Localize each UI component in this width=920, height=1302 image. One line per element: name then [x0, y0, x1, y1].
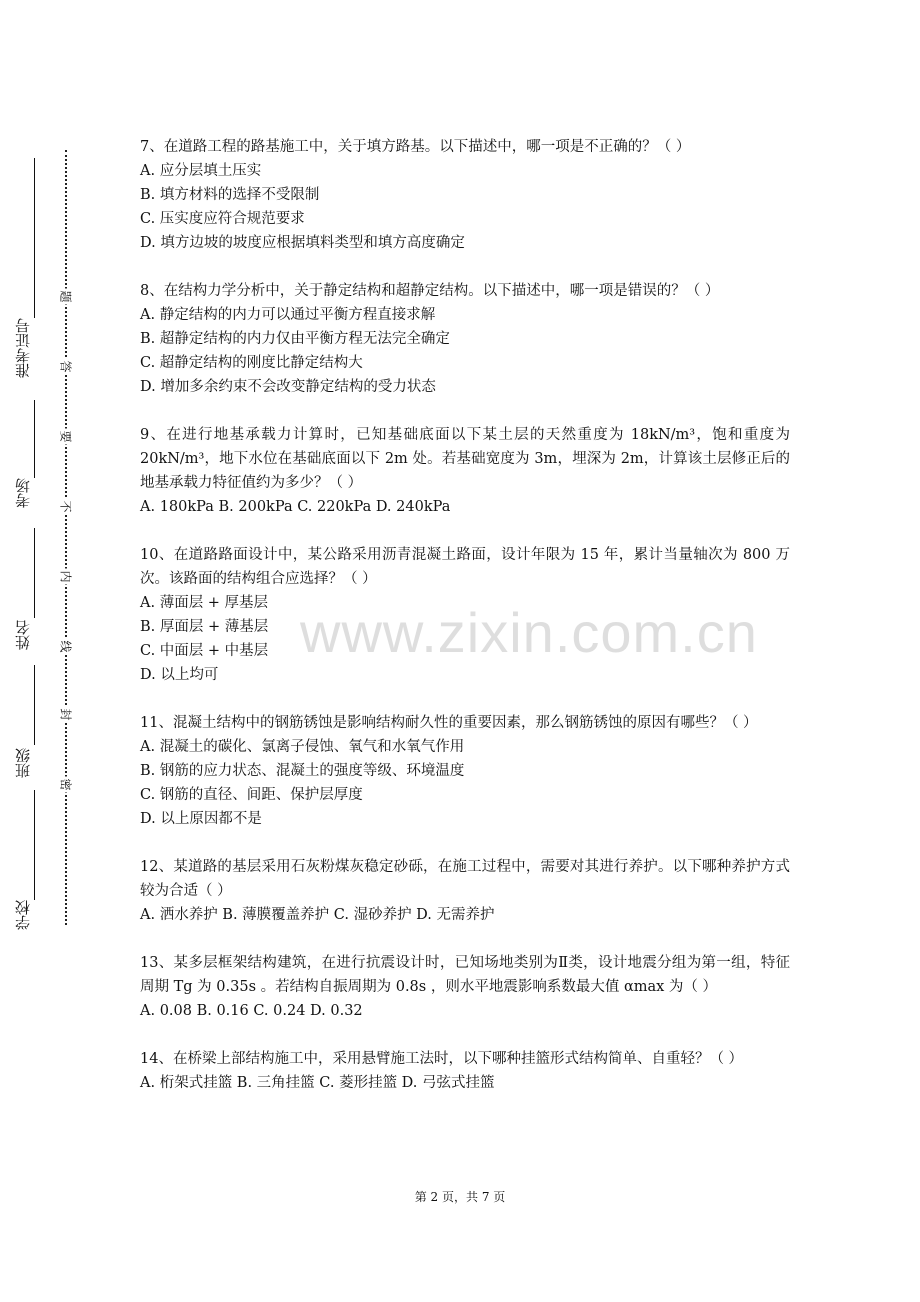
question-8 [140, 279, 790, 399]
question-stem: 11、混凝土结构中的钢筋锈蚀是影响结构耐久性的重要因素，那么钢筋锈蚀的原因有哪些？（ ） [140, 715, 758, 731]
options-inline: A. 桁架式挂篮 B. 三角挂篮 C. 菱形挂篮 D. 弓弦式挂篮 [140, 1075, 495, 1091]
field-school-line [34, 790, 35, 900]
option-a: A. 薄面层 + 厚基层 [140, 595, 269, 611]
question-12 [140, 855, 790, 927]
option-d: D. 以上原因都不是 [140, 811, 262, 827]
option-b: B. 超静定结构的内力仅由平衡方程无法完全确定 [140, 331, 450, 347]
option-a: A. 混凝土的碳化、氯离子侵蚀、氧气和水氧气作用 [140, 739, 465, 755]
question-stem: 13、某多层框架结构建筑，在进行抗震设计时，已知场地类别为Ⅱ类，设计地震分组为第一组，特征周期 Tg 为 0.35s 。若结构自振周期为 0.8s ，则水平地震影响系数最大值 αmax 为（ ） [140, 955, 790, 995]
option-c: C. 压实度应符合规范要求 [140, 211, 305, 227]
field-room-line [34, 400, 35, 478]
binding-strip [0, 0, 120, 1302]
options-inline: A. 0.08 B. 0.16 C. 0.24 D. 0.32 [140, 1003, 363, 1019]
option-c: C. 超静定结构的刚度比静定结构大 [140, 355, 363, 371]
seal-char: 线 [58, 640, 73, 653]
seal-char: 要 [58, 430, 73, 443]
question-stem: 8、在结构力学分析中，关于静定结构和超静定结构。以下描述中，哪一项是错误的？（ ） [140, 283, 720, 299]
seal-char: 密 [58, 778, 73, 791]
options-inline: A. 洒水养护 B. 薄膜覆盖养护 C. 湿砂养护 D. 无需养护 [140, 907, 495, 923]
option-b: B. 厚面层 + 薄基层 [140, 619, 269, 635]
option-a: A. 静定结构的内力可以通过平衡方程直接求解 [140, 307, 436, 323]
question-stem: 14、在桥梁上部结构施工中，采用悬臂施工法时，以下哪种挂篮形式结构简单、自重轻？（ ） [140, 1051, 744, 1067]
field-school-label: 学校 [14, 900, 32, 930]
option-b: B. 填方材料的选择不受限制 [140, 187, 320, 203]
seal-char: 内 [58, 570, 73, 583]
question-9 [140, 423, 790, 519]
option-d: D. 增加多余约束不会改变静定结构的受力状态 [140, 379, 436, 395]
seal-dotted-line [65, 150, 67, 925]
field-ticket-label: 准考证号 [14, 318, 32, 378]
option-d: D. 以上均可 [140, 667, 219, 683]
question-stem: 7、在道路工程的路基施工中，关于填方路基。以下描述中，哪一项是不正确的？（ ） [140, 139, 691, 155]
question-10 [140, 543, 790, 687]
question-stem: 12、某道路的基层采用石灰粉煤灰稳定砂砾，在施工过程中，需要对其进行养护。以下哪种养护方式较为合适（ ） [140, 859, 790, 899]
question-11 [140, 711, 790, 831]
seal-char: 封 [58, 708, 73, 721]
field-ticket-line [34, 158, 35, 318]
seal-char: 答 [58, 360, 73, 373]
option-c: C. 中面层 + 中基层 [140, 643, 269, 659]
question-14 [140, 1047, 790, 1095]
question-list [140, 135, 790, 1119]
option-b: B. 钢筋的应力状态、混凝土的强度等级、环境温度 [140, 763, 465, 779]
seal-char: 不 [58, 500, 73, 513]
option-c: C. 钢筋的直径、间距、保护层厚度 [140, 787, 363, 803]
seal-char: 题 [58, 290, 73, 303]
page-number: 第 2 页，共 7 页 [414, 1190, 506, 1204]
option-d: D. 填方边坡的坡度应根据填料类型和填方高度确定 [140, 235, 465, 251]
question-stem: 10、在道路路面设计中，某公路采用沥青混凝土路面，设计年限为 15 年，累计当量轴次为 800 万次。该路面的结构组合应选择？（ ） [140, 547, 790, 587]
field-class-label: 班级 [14, 748, 32, 778]
question-7 [140, 135, 790, 255]
field-name-line [34, 528, 35, 618]
field-name-label: 姓名 [14, 620, 32, 650]
question-13 [140, 951, 790, 1023]
option-a: A. 应分层填土压实 [140, 163, 262, 179]
options-inline: A. 180kPa B. 200kPa C. 220kPa D. 240kPa [140, 499, 451, 515]
field-room-label: 考场 [14, 478, 32, 508]
field-class-line [34, 665, 35, 745]
watermark: www.zixin.com.cn [300, 601, 758, 664]
question-stem: 9、在进行地基承载力计算时，已知基础底面以下某土层的天然重度为 18kN/m³，饱和重度为 20kN/m³，地下水位在基础底面以下 2m 处。若基础宽度为 3m，埋深为 2m，计算该土层修正后的地基承载力特征值约为多少？（ ） [140, 427, 790, 491]
